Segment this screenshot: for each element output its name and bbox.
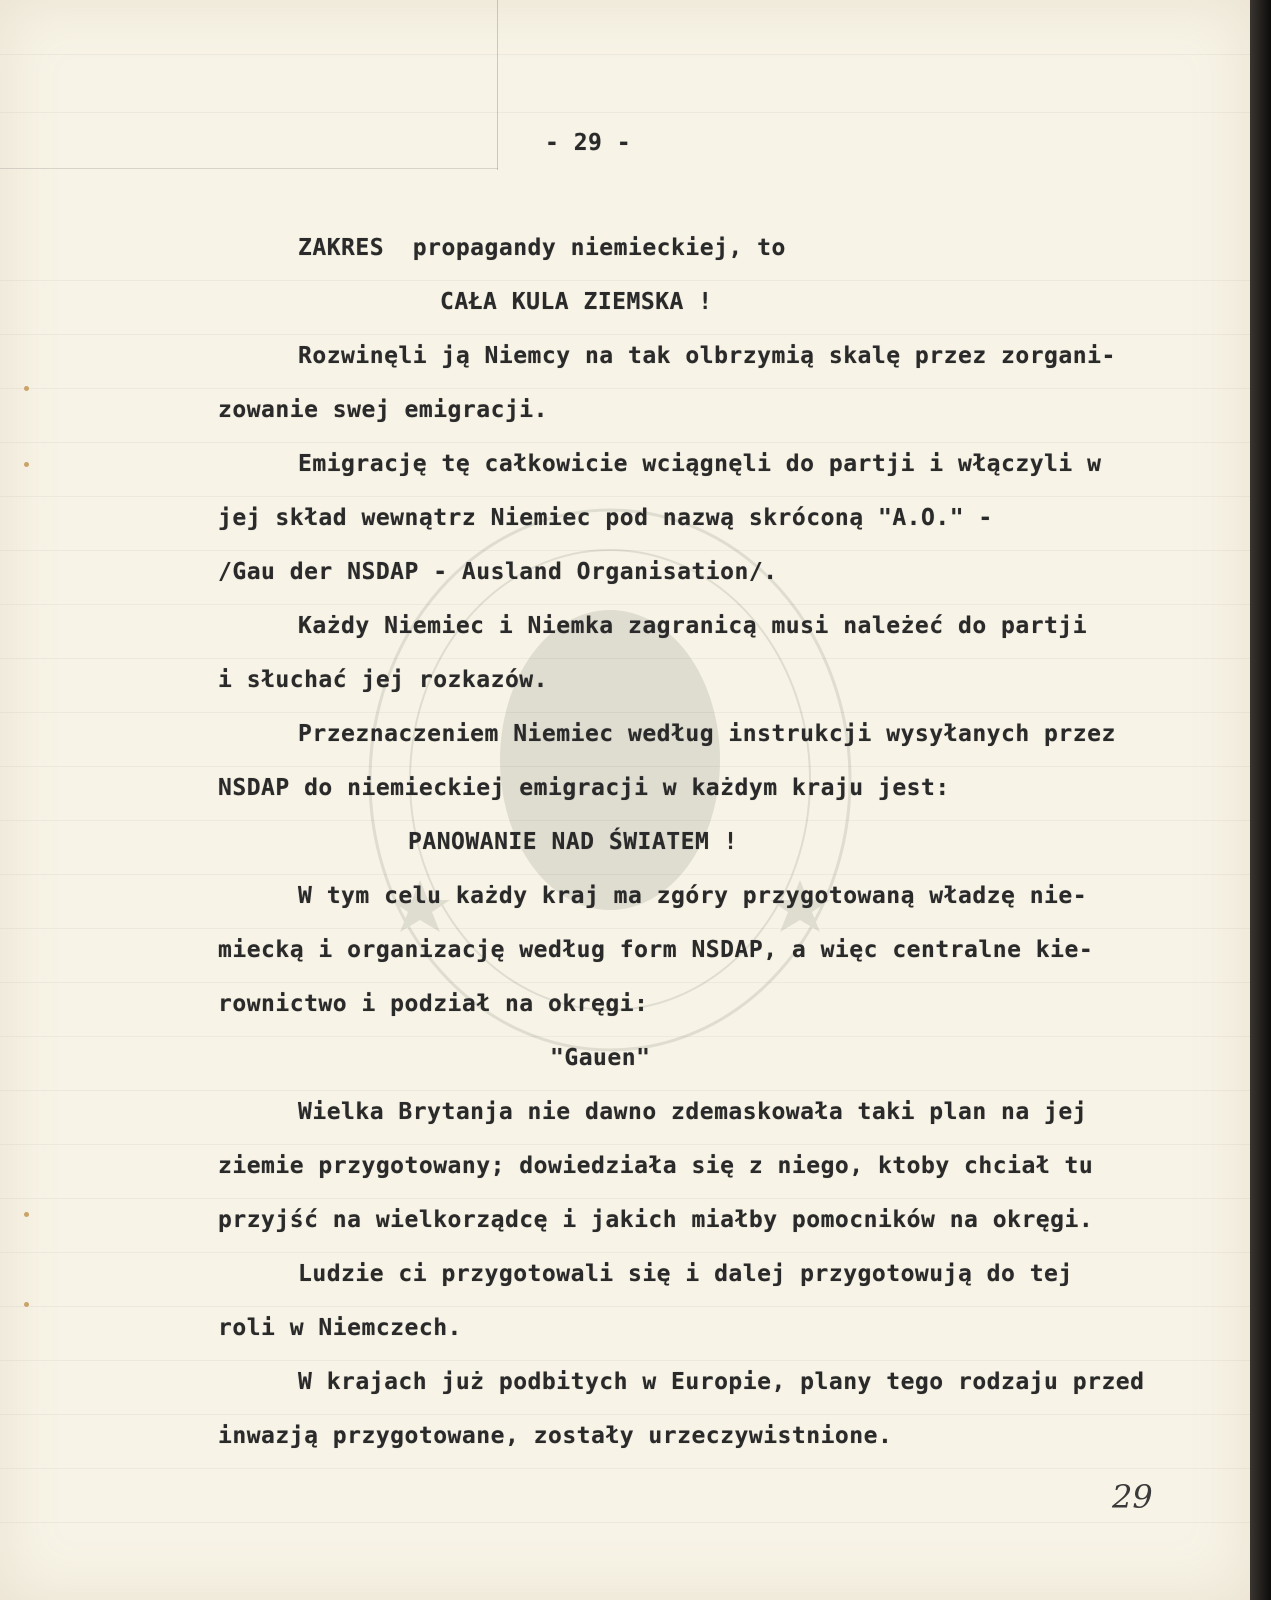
text-line: jej skład wewnątrz Niemiec pod nazwą skróconą "A.O." - bbox=[218, 505, 993, 531]
text-line: zowanie swej emigracji. bbox=[218, 397, 548, 423]
heading-line: PANOWANIE NAD ŚWIATEM ! bbox=[408, 829, 738, 855]
text-line: /Gau der NSDAP - Ausland Organisation/. bbox=[218, 559, 778, 585]
text-line: roli w Niemczech. bbox=[218, 1315, 462, 1341]
margin-dot bbox=[24, 1212, 29, 1217]
handwritten-folio-number: 29 bbox=[1112, 1478, 1153, 1516]
text-line: rownictwo i podział na okręgi: bbox=[218, 991, 649, 1017]
text-line: Ludzie ci przygotowali się i dalej przygotowują do tej bbox=[298, 1261, 1073, 1287]
text-line: W krajach już podbitych w Europie, plany tego rodzaju przed bbox=[298, 1369, 1145, 1395]
text-line: ziemie przygotowany; dowiedziała się z niego, ktoby chciał tu bbox=[218, 1153, 1094, 1179]
margin-dot bbox=[24, 1302, 29, 1307]
text-line: i słuchać jej rozkazów. bbox=[218, 667, 548, 693]
pencil-guide-line bbox=[497, 0, 498, 170]
margin-dot bbox=[24, 462, 29, 467]
scan-edge bbox=[1250, 0, 1271, 1600]
text-line: W tym celu każdy kraj ma zgóry przygotowaną władzę nie- bbox=[298, 883, 1088, 909]
text-line: Przeznaczeniem Niemiec według instrukcji wysyłanych przez bbox=[298, 721, 1116, 747]
pencil-guide-line bbox=[0, 168, 498, 169]
text-line: "Gauen" bbox=[550, 1045, 651, 1071]
text-line: NSDAP do niemieckiej emigracji w każdym kraju jest: bbox=[218, 775, 950, 801]
text-line: Wielka Brytanja nie dawno zdemaskowała taki plan na jej bbox=[298, 1099, 1088, 1125]
heading-line: CAŁA KULA ZIEMSKA ! bbox=[440, 289, 713, 315]
page-number: - 29 - bbox=[545, 130, 632, 156]
text-line: Rozwinęli ją Niemcy na tak olbrzymią skalę przez zorgani- bbox=[298, 343, 1116, 369]
text-line: przyjść na wielkorządcę i jakich miałby pomocników na okręgi. bbox=[218, 1207, 1094, 1233]
text-line: inwazją przygotowane, zostały urzeczywistnione. bbox=[218, 1423, 893, 1449]
text-line: Każdy Niemiec i Niemka zagranicą musi należeć do partji bbox=[298, 613, 1088, 639]
text-line: ZAKRES propagandy niemieckiej, to bbox=[298, 235, 786, 261]
text-line: miecką i organizację według form NSDAP, a więc centralne kie- bbox=[218, 937, 1094, 963]
margin-dot bbox=[24, 386, 29, 391]
text-line: Emigrację tę całkowicie wciągnęli do partji i włączyli w bbox=[298, 451, 1102, 477]
